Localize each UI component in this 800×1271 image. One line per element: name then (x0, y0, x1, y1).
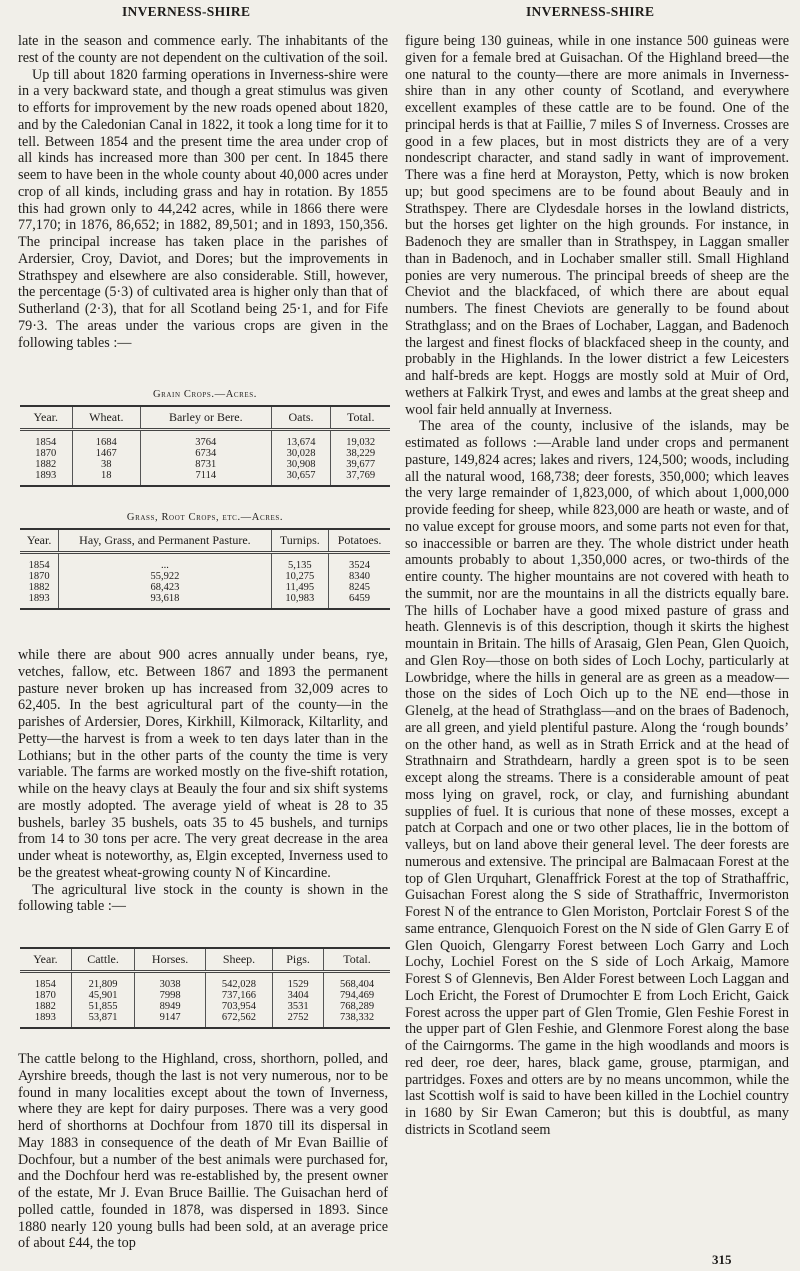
paragraph: The area of the county, inclusive of the islands, may be estimated as follows :—Arable land under crops and permanent pasture, 149,824 acres; lakes and rivers, 124,500; woods, including all the natural wood, 168,738; deer forests, 350,000; which leaves the very large remainder of 1,823,000, of which about 1,000,000 provide feeding for sheep, while 823,000 are heath or waste, and of no value except for grouse moors, and some parts not even for that, so inaccessible or barren are they. The whole district under heath amounts probably to about 1,350,000 acres, or two-thirds of the entire county. The higher mountains are not covered with heath to the summit, nor are the mountains in all the districts equally bare. The hills of Lochaber have a good mixed pasture of grass and heath. Glennevis is of this description, though it skirts the highest mountain in Britain. The hills of Arasaig, Glen Pean, Glen Quoich, and Glen Roy—those on both sides of Loch Lochy, particularly at Lowbridge, where the hills in general are as green as a meadow—those on the sides of Loch Oich up to the NE end—those in Glenelg, at the head of Strathglass—and on the braes of Badenoch, are all green, and yield plentiful pasture. Along the ‘rough bounds’ on the other hand, as well as in Strath Errick and at the head of Strathnairn and Strathdearn, hardly a green spot is to be seen except along the streams. There is a considerable amount of peat moss lying on gravel, rock, or clay, and furnishing abundant supplies of fuel. It is curious that none of these mosses, except a patch at Corpach and one or two other places, lie in the bottom of valleys, but on land above their general level. The deer forests are numerous and extensive. The principal are Balmacaan Forest at the top of Glen Urquhart, Glenaffrick Forest at the top of Strathaffric, Guisachan Forest along the S side of Strathaffric, Invermoriston Forest N of the entrance to Glen Moriston, Portclair Forest S of the same entrance, Glenquoich Forest on the N side of Glen Garry E of Glen Quoich, Glengarry Forest between Loch Garry and Loch Lochy, Lochiel Forest on the S side of Loch Arkaig, Mamore Forest S of Glennevis, Ben Alder Forest between Loch Laggan and Loch Ericht, the Forest of Drumochter E from Loch Ericht, Gaick Forest across the upper part of Glen Tromie, Glen Feshie Forest in the upper part of Glen Feshie, and Glenmore Forest along the base of the Cairngorms. The game in the high woodlands and moors is red deer, roe deer, hares, black game, grouse, ptarmigan, and partridges. Foxes and otters are by no means uncommon, while the last Scottish wolf is said to have been killed in the Lochiel country in 1680 by Sir Ewan Cameron; but this is doubtful, as many districts in Scotland seem (405, 418, 789, 1138)
table-cell: 13,674 (271, 430, 331, 449)
table-row (20, 990, 390, 1001)
table-cell: 3038 (135, 972, 206, 991)
table-cell: ... (59, 553, 271, 572)
table-row (20, 571, 390, 582)
column-header: Cattle. (71, 948, 134, 972)
table-cell: 30,028 (271, 448, 331, 459)
table-row (20, 430, 390, 449)
column-header: Pigs. (273, 948, 324, 972)
table-cell: 3524 (329, 553, 390, 572)
table-cell: 1893 (20, 470, 72, 486)
table-cell: 568,404 (324, 972, 390, 991)
paragraph: while there are about 900 acres annually under beans, rye, vetches, fallow, etc. Between 1867 and 1893 the permanent pasture never broken up has increased from 32,009 acres to 62,405. In the best agricultural part of the county—in the parishes of Ardersier, Dores, Kirkhill, Kilmorack, Kiltarlity, and Petty—the harvest is from a week to ten days later than in the Lothians; but in the other parts of the county the time is very variable. The farms are worked mostly on the five-shift rotation, while on the heavy clays at Beauly the four and six shift systems are mostly adopted. The average yield of wheat is 28 to 35 bushels, barley 35 bushels, oats 35 to 45 bushels, and turnips from 14 to 30 tons per acre. The very great decrease in the area under wheat is noteworthy, as, Elgin excepted, Inverness used to be the greatest wheat-growing county N of Kincardine. (18, 647, 388, 881)
column-header: Year. (20, 529, 59, 553)
table-cell: 1893 (20, 1012, 71, 1028)
column-header: Total. (324, 948, 390, 972)
table-header-row (20, 406, 390, 430)
table-cell: 1882 (35, 459, 57, 470)
column-header: Barley or Bere. (141, 406, 272, 430)
table-cell: 3531 (273, 1001, 324, 1012)
table-cell: 45,901 (71, 990, 134, 1001)
table-cell: 542,028 (205, 972, 272, 991)
table-cell: 1529 (273, 972, 324, 991)
column-header: Oats. (271, 406, 331, 430)
table-cell: 7114 (141, 470, 272, 486)
table-cell: 768,289 (324, 1001, 390, 1012)
column-header: Hay, Grass, and Permanent Pasture. (59, 529, 271, 553)
table-cell: 1684 (72, 430, 140, 449)
table-cell: 55,922 (59, 571, 271, 582)
column-header: Year. (20, 948, 71, 972)
table-cell: 1854 (28, 560, 50, 571)
table-cell: 1893 (20, 593, 59, 609)
table-cell: 18 (72, 470, 140, 486)
table-header-row (20, 948, 390, 972)
table-cell: 30,657 (271, 470, 331, 486)
column-header: Sheep. (205, 948, 272, 972)
paragraph: The agricultural live stock in the county is shown in the following table :— (18, 881, 388, 915)
table-cell: 794,469 (324, 990, 390, 1001)
table-row (20, 1012, 390, 1028)
grain-table-title: Grain Crops.—Acres. (152, 389, 258, 400)
table-cell: 3404 (273, 990, 324, 1001)
table-cell: 93,618 (59, 593, 271, 609)
table-cell: 672,562 (205, 1012, 272, 1028)
table-cell: 2752 (273, 1012, 324, 1028)
left-text-bottom (18, 1051, 388, 1252)
table-cell: 8949 (135, 1001, 206, 1012)
table-cell: 19,032 (331, 430, 390, 449)
table-cell: 10,983 (271, 593, 329, 609)
column-header: Wheat. (72, 406, 140, 430)
right-column-text (405, 33, 789, 1139)
column-header: Year. (20, 406, 72, 430)
table-row (20, 459, 390, 470)
table-cell: 737,166 (205, 990, 272, 1001)
table-cell: 38,229 (331, 448, 390, 459)
table-cell: 7998 (135, 990, 206, 1001)
page-number: 315 (712, 1252, 732, 1267)
left-text-top (18, 33, 388, 351)
table-row (20, 593, 390, 609)
table-cell: 703,954 (205, 1001, 272, 1012)
table-cell: 6734 (141, 448, 272, 459)
table-cell: 30,908 (271, 459, 331, 470)
table-cell: 1854 (35, 437, 57, 448)
table-row (20, 972, 390, 991)
table-cell: 8731 (141, 459, 272, 470)
left-text-middle (18, 647, 388, 915)
paragraph: figure being 130 guineas, while in one instance 500 guineas were given for a female bred at Guisachan. Of the Highland breed—the one natural to the county—there are more animals in Inverness-shire than in any other county of Scotland, and everywhere excellent examples of these cattle are to be found. One of the principal herds is that at Faillie, 7 miles S of Inverness. Crosses are good in a few places, but in most districts they are of a very nondescript character, and stand sadly in want of improvement. There was a fine herd at Morayston, Petty, which is now broken up; but good specimens are to be found about Beauly and in Strathspey. There are Clydesdale horses in the lowland districts, but the horses get lighter on the high grounds. For instance, in Badenoch they are smaller than in Strathspey, in Laggan smaller than in Badenoch, and in Lochaber smaller still. Small Highland ponies are very numerous. The principal breeds of sheep are the Cheviot and the blackfaced, of which there are about equal numbers. The finest Cheviots are generally to be found about Strathglass; and on the Braes of Lochaber, Laggan, and Badenoch the largest and finest flocks of blackfaced sheep in the county, and probably in the Highlands. In the lower district a few Leicesters and half-breds are kept. Hoggs are mostly sold at Muir of Ord, wethers at Falkirk Tryst, and ewes and lambs at the great sheep and wool fair held annually at Inverness. (405, 33, 789, 418)
table-cell: 1882 (28, 582, 50, 593)
table-cell: 8245 (329, 582, 390, 593)
table-cell: 1854 (34, 979, 56, 990)
table-cell: 9147 (135, 1012, 206, 1028)
running-header-right: INVERNESS-SHIRE (526, 4, 655, 19)
table-cell: 738,332 (324, 1012, 390, 1028)
table-cell: 39,677 (331, 459, 390, 470)
table-cell: 1870 (34, 990, 56, 1001)
table-cell: 11,495 (271, 582, 329, 593)
grass-root-crops-table (20, 528, 390, 610)
paragraph: Up till about 1820 farming operations in Inverness-shire were in a very backward state, and though a great stimulus was given to efforts for improvement by the new roads opened about 1820, and by the Caledonian Canal in 1822, it took a long time for it to tell. Between 1854 and the present time the area under crop of all kinds has increased more than 300 per cent. In 1845 there seem to have been in the whole county about 40,000 acres under crop of all kinds, including grass and hay in rotation. By 1855 this had grown only to 44,242 acres, while in 1866 there were 77,170; in 1876, 86,652; in 1882, 89,501; and in 1893, 150,356. The principal increase has taken place in the parishes of Ardersier, Croy, Daviot, and Dores; but the improvements in Strathspey and elsewhere are also considerable. Still, however, the percentage (5·3) of cultivated area is higher only than that of Sutherland (2·3), that for all Scotland being 25·1, and for Fife 79·3. The areas under the various crops are given in the following tables :— (18, 66, 388, 351)
column-header: Potatoes. (329, 529, 390, 553)
table-cell: 21,809 (71, 972, 134, 991)
table-row (20, 582, 390, 593)
table-cell: 6459 (329, 593, 390, 609)
column-header: Turnips. (271, 529, 329, 553)
paragraph: late in the season and commence early. The inhabitants of the rest of the county are not dependent on the cultivation of the soil. (18, 33, 388, 66)
table-header-row (20, 529, 390, 553)
column-header: Horses. (135, 948, 206, 972)
table-cell: 8340 (329, 571, 390, 582)
paragraph: The cattle belong to the Highland, cross, shorthorn, polled, and Ayrshire breeds, though the last is not very numerous, nor to be found in many localities except about the town of Inverness, where they are kept for dairy purposes. There was a very good herd of shorthorns at Dochfour from 1870 till its dispersal in May 1883 in consequence of the death of Mr Evan Baillie of Dochfour, but a number of the best animals were purchased for, and the Dochfour herd was re-established by, the present owner of the estate, Mr J. Evan Bruce Baillie. The Guisachan herd of polled cattle, founded in 1878, was dispersed in 1893. Since 1880 nearly 120 young bulls had been sold, at an average price of about £44, the top (18, 1051, 388, 1252)
livestock-table (20, 947, 390, 1029)
table-cell: 37,769 (331, 470, 390, 486)
table-row (20, 470, 390, 486)
table-cell: 1870 (35, 448, 57, 459)
grass-table-title: Grass, Root Crops, etc.—Acres. (126, 512, 284, 523)
column-header: Total. (331, 406, 390, 430)
table-row (20, 553, 390, 572)
table-cell: 3764 (141, 430, 272, 449)
table-cell: 1467 (72, 448, 140, 459)
table-cell: 5,135 (271, 553, 329, 572)
table-cell: 10,275 (271, 571, 329, 582)
table-cell: 53,871 (71, 1012, 134, 1028)
table-cell: 68,423 (59, 582, 271, 593)
grain-crops-table (20, 405, 390, 487)
table-cell: 38 (72, 459, 140, 470)
table-cell: 1882 (34, 1001, 56, 1012)
table-cell: 1870 (28, 571, 50, 582)
table-row (20, 448, 390, 459)
table-row (20, 1001, 390, 1012)
running-header-left: INVERNESS-SHIRE (122, 4, 251, 19)
table-cell: 51,855 (71, 1001, 134, 1012)
